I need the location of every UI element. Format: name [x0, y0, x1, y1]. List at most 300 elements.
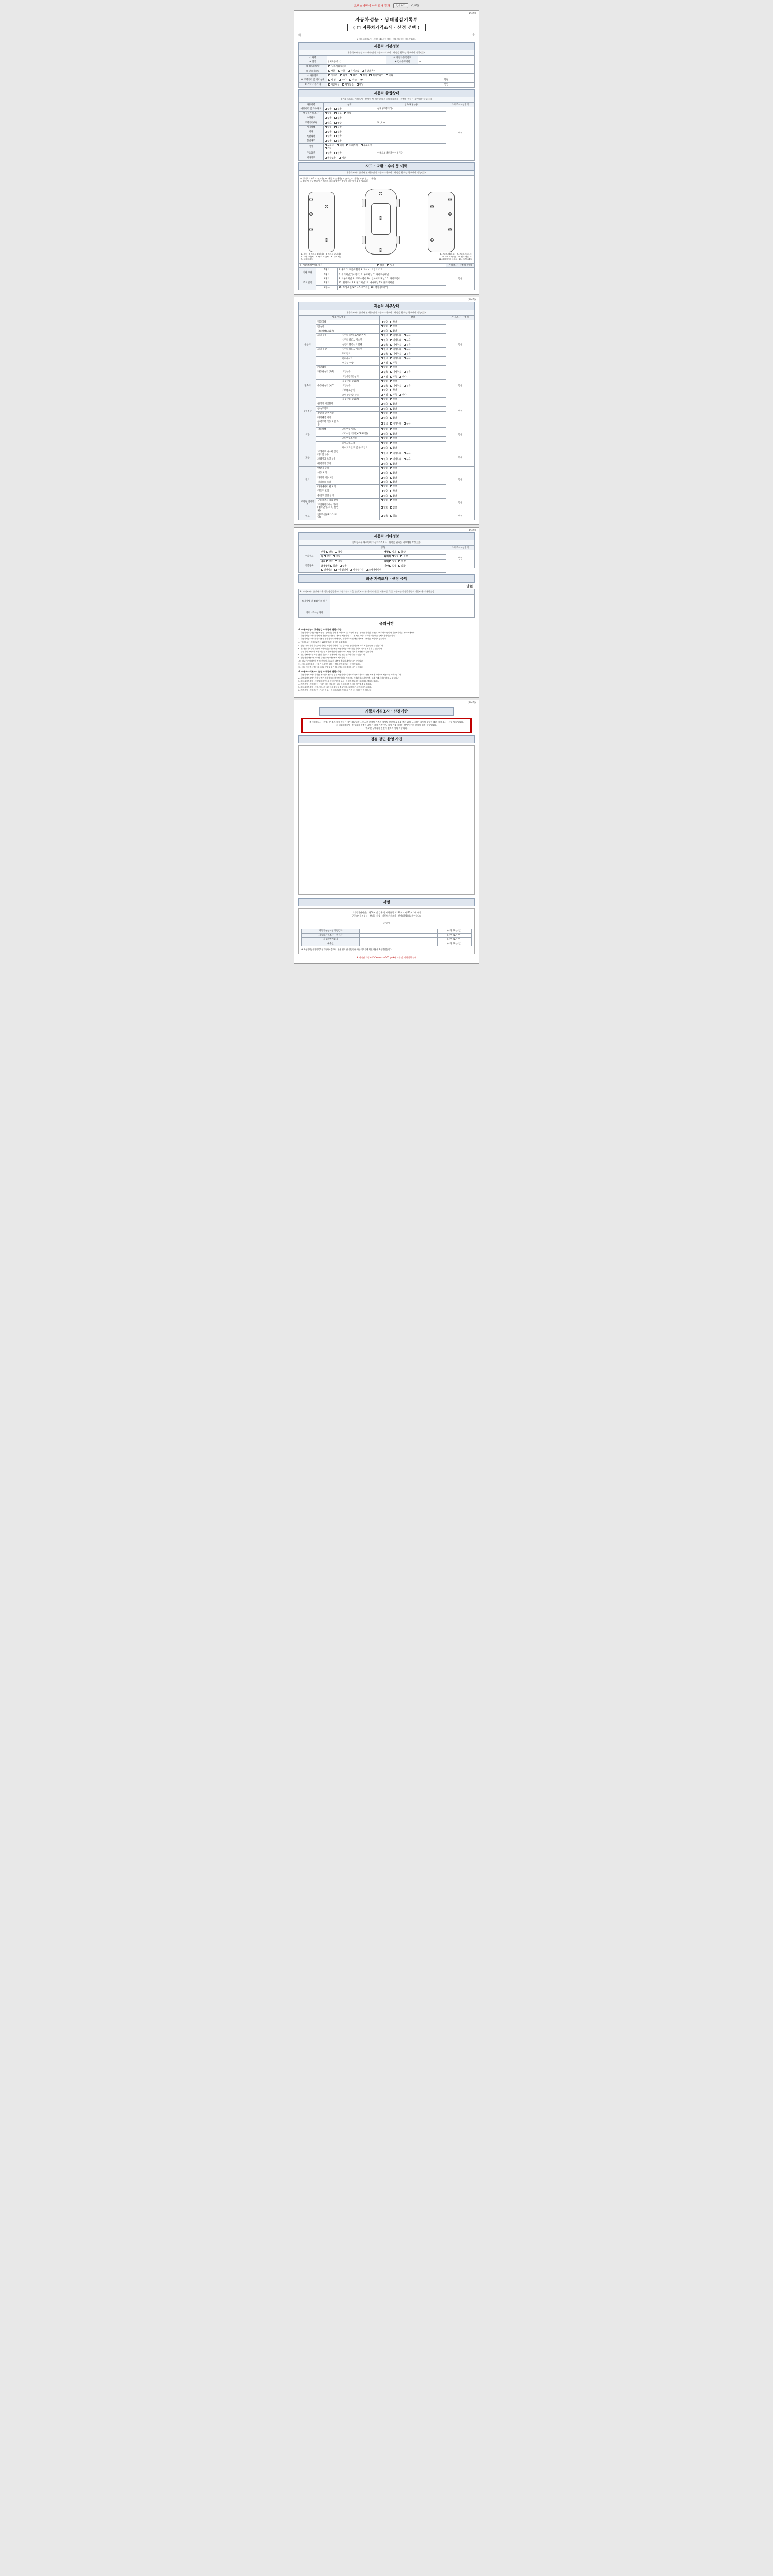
detail-opt-6-0-0[interactable]: 양호 — [381, 495, 388, 498]
detail-state-3-2[interactable] — [379, 432, 446, 437]
detail-opt-7-0-1[interactable]: 있음 — [390, 515, 397, 518]
etcinfo-b-opt-3-0[interactable]: 있음 — [389, 565, 396, 568]
etcinfo-price-cell[interactable]: 만원 — [446, 550, 475, 568]
sign-mark-1[interactable]: (서명 또는 인) — [438, 933, 472, 937]
opt-4-0[interactable]: 양호 — [325, 126, 332, 129]
detail-opt-2-3-1[interactable]: 불량 — [390, 417, 397, 420]
etcinfo-a-opt-2-0[interactable]: 양호 — [326, 560, 333, 563]
detail-price-5[interactable]: 만원 — [446, 466, 475, 494]
detail-opt-3-5-1[interactable]: 불량 — [390, 447, 397, 450]
checkbox-icon[interactable] — [381, 348, 383, 350]
detail-opt-7-0-0[interactable]: 없음 — [381, 515, 388, 518]
opt-2-0[interactable]: 없음 — [325, 117, 332, 120]
checkbox-icon[interactable] — [404, 458, 406, 460]
checkbox-icon[interactable] — [330, 565, 332, 567]
detail-opt-5-4-0[interactable]: 양호 — [381, 485, 388, 488]
opt-9-0[interactable]: 없음 — [325, 152, 332, 155]
detail-state-2-3[interactable] — [379, 416, 446, 420]
detail-opt-5-2-1[interactable]: 불량 — [390, 477, 397, 480]
opt-1-1[interactable]: 보통 — [334, 112, 342, 115]
frame-items-3[interactable]: 12. 휠하우스 13. 필러패널 14. 대쉬패널 15. 플로어패널 — [338, 281, 446, 285]
checkbox-icon[interactable] — [390, 506, 392, 509]
checkbox-icon[interactable] — [361, 144, 363, 146]
detail-state-3-1[interactable] — [379, 428, 446, 432]
overall-row-7-detail[interactable] — [376, 139, 446, 144]
checkbox-icon[interactable] — [381, 472, 383, 474]
checkbox-icon[interactable] — [399, 376, 401, 378]
detail-opt-2-1-0[interactable]: 양호 — [381, 408, 388, 411]
detail-state-2-2[interactable] — [379, 411, 446, 416]
etcinfo-a-3[interactable]: 보유상태 있음 없음 — [320, 564, 383, 568]
checkbox-icon[interactable] — [404, 452, 406, 454]
checkbox-icon[interactable] — [346, 144, 348, 146]
checkbox-icon[interactable] — [381, 376, 383, 378]
detail-opt-5-4-1[interactable]: 불량 — [390, 485, 397, 488]
opt-8-1[interactable]: 채색 — [337, 144, 344, 147]
checkbox-icon[interactable] — [390, 398, 392, 400]
checkbox-icon[interactable] — [334, 117, 337, 119]
etcinfo-a-2[interactable]: 유리 양호 불량 — [320, 559, 383, 564]
value-gearnum[interactable] — [327, 83, 418, 88]
checkbox-icon[interactable] — [390, 477, 392, 479]
opt-trans-3[interactable]: 무단변속기 — [362, 70, 375, 73]
doc-number-field[interactable] — [303, 33, 470, 37]
opt-etc-1[interactable]: 해당없음 — [342, 83, 354, 87]
opt-fuel-1[interactable]: 디젤 — [340, 74, 347, 77]
checkbox-icon[interactable] — [326, 551, 328, 553]
detail-opt-3-1-1[interactable]: 불량 — [390, 428, 397, 431]
checkbox-icon[interactable] — [381, 334, 383, 336]
marker-10[interactable]: 10 — [449, 212, 452, 215]
checkbox-icon[interactable] — [386, 74, 388, 76]
detail-opt-0-7-0[interactable]: 없음 — [381, 353, 388, 356]
overall-row-7-state[interactable] — [323, 139, 376, 144]
detail-opt-1-5-2[interactable]: 과다 — [399, 394, 406, 397]
detail-opt-5-3-0[interactable]: 양호 — [381, 481, 388, 484]
checkbox-icon[interactable] — [390, 412, 392, 414]
frame-items-1[interactable]: 5. 쿼터패널(리어휀더) 6. 루프패널 7. 사이드실패널 — [338, 273, 446, 277]
detail-opt-4-2-0[interactable]: 양호 — [381, 463, 388, 466]
detail-opt-1-1-2[interactable]: 과다 — [399, 376, 406, 379]
marker-12[interactable]: 12 — [431, 205, 434, 208]
etcinfo-a-opt-2-1[interactable]: 불량 — [335, 560, 342, 563]
checkbox-icon[interactable] — [381, 385, 383, 387]
checkbox-icon[interactable] — [381, 344, 383, 346]
checkbox-icon[interactable] — [334, 152, 337, 154]
checkbox-icon[interactable] — [325, 122, 327, 124]
checkbox-icon[interactable] — [390, 458, 392, 460]
checkbox-icon[interactable] — [390, 371, 392, 373]
frame-price-cell[interactable]: 만원 — [446, 268, 475, 290]
detail-opt-4-0-0[interactable]: 없음 — [381, 452, 388, 455]
detail-state-0-9[interactable] — [379, 361, 446, 366]
etcinfo-a-0[interactable]: 외장 양호 불량 — [320, 550, 383, 554]
detail-opt-6-1-0[interactable]: 양호 — [381, 499, 388, 502]
detail-opt-0-10-0[interactable]: 양호 — [381, 366, 388, 369]
opt-8-4[interactable]: 기타 — [325, 147, 332, 150]
checkbox-icon[interactable] — [404, 371, 406, 373]
checkbox-icon[interactable] — [381, 366, 383, 368]
overall-row-0-detail[interactable]: 현재 (주행거리) — [376, 107, 446, 112]
checkbox-icon[interactable] — [381, 490, 383, 492]
opt-10-0[interactable]: 해당없음 — [325, 157, 336, 160]
marker-8[interactable]: 8 — [379, 248, 382, 252]
opt-mileage-0[interactable]: 적 정 — [328, 79, 336, 82]
checkbox-icon[interactable] — [325, 126, 327, 128]
checkbox-icon[interactable] — [335, 551, 337, 553]
detail-opt-2-3-0[interactable]: 양호 — [381, 417, 388, 420]
sign-mark-0[interactable]: (서명 또는 인) — [438, 929, 472, 933]
opt-mileage-1[interactable]: 과 다 — [339, 79, 346, 82]
detail-opt-6-2-0[interactable]: 양호 — [381, 506, 388, 510]
sign-value-2[interactable] — [359, 938, 437, 942]
detail-state-3-5[interactable] — [379, 446, 446, 450]
checkbox-icon[interactable] — [404, 334, 406, 336]
detail-state-4-1[interactable] — [379, 457, 446, 462]
checkbox-icon[interactable] — [390, 389, 392, 391]
detail-opt-5-5-0[interactable]: 양호 — [381, 490, 388, 493]
detail-opt-1-4-1[interactable]: 불량 — [390, 389, 397, 392]
etcinfo-b-opt-0-0[interactable]: 양호 — [389, 551, 396, 554]
opt-trans-1[interactable]: 수동 — [338, 70, 345, 73]
etcinfo-b-0[interactable]: 내장 양호 불량 — [383, 550, 446, 554]
checkbox-icon[interactable] — [339, 157, 341, 159]
checkbox-icon[interactable] — [381, 394, 383, 396]
detail-opt-1-0-2[interactable]: 누유 — [404, 371, 411, 374]
detail-state-1-5[interactable] — [379, 393, 446, 398]
detail-opt-0-0-1[interactable]: 불량 — [390, 321, 397, 324]
checkbox-icon[interactable] — [340, 565, 342, 567]
overall-row-8-detail[interactable] — [376, 144, 446, 151]
checkbox-icon[interactable] — [381, 422, 383, 425]
checkbox-icon[interactable] — [334, 140, 337, 142]
overall-row-6-state[interactable] — [323, 134, 376, 139]
checkbox-icon[interactable] — [350, 569, 352, 571]
detail-opt-1-2-0[interactable]: 양호 — [381, 380, 388, 383]
opt-fuel-4[interactable]: 하이브리드 — [369, 74, 383, 77]
etcinfo-a-opt-1-1[interactable]: 불량 — [333, 555, 340, 558]
checkbox-icon[interactable] — [389, 565, 391, 567]
checkbox-icon[interactable] — [381, 499, 383, 501]
opt-10-1[interactable]: 해당 — [339, 157, 346, 160]
value-fuel[interactable] — [327, 74, 474, 78]
detail-opt-4-1-0[interactable]: 없음 — [381, 458, 388, 461]
checkbox-icon[interactable] — [334, 135, 337, 137]
checkbox-icon[interactable] — [390, 348, 392, 350]
value-trans[interactable] — [327, 69, 474, 74]
opt-fuel-3[interactable]: 전기 — [360, 74, 367, 77]
detail-state-2-0[interactable] — [379, 402, 446, 407]
checkbox-icon[interactable] — [381, 452, 383, 454]
checkbox-icon[interactable] — [366, 569, 368, 571]
detail-opt-4-0-1[interactable]: 미세누유 — [390, 452, 401, 455]
detail-opt-0-2-0[interactable]: 양호 — [381, 330, 388, 333]
opt-9-1[interactable]: 있음 — [334, 152, 342, 155]
checkbox-icon[interactable] — [404, 422, 406, 425]
detail-opt-6-1-1[interactable]: 불량 — [390, 499, 397, 502]
detail-opt-4-2-1[interactable]: 불량 — [390, 463, 397, 466]
checkbox-icon[interactable] — [404, 348, 406, 350]
detail-opt-0-8-2[interactable]: 누유 — [404, 357, 411, 360]
etcinfo-b-2[interactable]: 광택 양호 불량 — [383, 559, 446, 564]
detail-opt-1-0-1[interactable]: 미세누유 — [390, 371, 401, 374]
checkbox-icon[interactable] — [390, 428, 392, 430]
detail-state-0-1[interactable] — [379, 325, 446, 329]
checkbox-icon[interactable] — [381, 506, 383, 509]
checkbox-icon[interactable] — [381, 398, 383, 400]
special-notes-value[interactable] — [330, 595, 475, 608]
detail-opt-1-5-0[interactable]: 적정 — [381, 394, 388, 397]
checkbox-icon[interactable] — [390, 442, 392, 444]
checkbox-icon[interactable] — [390, 366, 392, 368]
opt-photo-1[interactable]: 있음 — [387, 264, 394, 267]
detail-state-5-1[interactable] — [379, 471, 446, 476]
detail-opt-0-5-2[interactable]: 누유 — [404, 344, 411, 347]
detail-price-0[interactable]: 만원 — [446, 320, 475, 370]
checkbox-icon[interactable] — [381, 458, 383, 460]
checkbox-icon[interactable] — [338, 70, 340, 72]
overall-row-5-detail[interactable] — [376, 130, 446, 134]
checkbox-icon[interactable] — [334, 569, 337, 571]
opt-fuel-5[interactable]: 기타 — [386, 74, 393, 77]
detail-opt-1-6-1[interactable]: 불량 — [390, 398, 397, 401]
sign-mark-3[interactable]: (서명 또는 인) — [438, 942, 472, 946]
checkbox-icon[interactable] — [325, 140, 327, 142]
checkbox-icon[interactable] — [360, 74, 362, 76]
value-validity[interactable]: ~ — [418, 60, 474, 64]
detail-state-3-4[interactable] — [379, 441, 446, 446]
etcinfo-sub-opt-0[interactable]: 안전벨트 — [321, 569, 332, 572]
marker-13[interactable]: 13 — [431, 238, 434, 241]
overall-row-5-state[interactable] — [323, 130, 376, 134]
checkbox-icon[interactable] — [325, 117, 327, 119]
detail-opt-1-2-1[interactable]: 불량 — [390, 380, 397, 383]
value-mileage[interactable] — [327, 78, 418, 83]
checkbox-icon[interactable] — [342, 83, 344, 86]
detail-price-6[interactable]: 만원 — [446, 494, 475, 513]
etcinfo-b-opt-1-0[interactable]: 양호 — [392, 555, 399, 558]
etcinfo-a-opt-0-0[interactable]: 양호 — [326, 551, 333, 554]
detail-opt-5-5-1[interactable]: 불량 — [390, 490, 397, 493]
checkbox-icon[interactable] — [381, 403, 383, 405]
checkbox-icon[interactable] — [381, 463, 383, 465]
detail-opt-6-2-1[interactable]: 불량 — [390, 506, 397, 510]
opt-5-1[interactable]: 있음 — [334, 131, 342, 134]
marker-7[interactable]: 7 — [379, 216, 382, 220]
checkbox-icon[interactable] — [381, 357, 383, 359]
checkbox-icon[interactable] — [340, 74, 342, 76]
checkbox-icon[interactable] — [404, 353, 406, 355]
value-year[interactable]: ( 최초등록 : ) — [327, 60, 386, 64]
detail-opt-3-1-0[interactable]: 양호 — [381, 428, 388, 431]
etcinfo-sub-opts[interactable] — [320, 568, 446, 573]
detail-opt-0-6-1[interactable]: 미세누유 — [390, 348, 401, 351]
etcinfo-a-1[interactable]: 휠 양호 불량 — [320, 554, 383, 559]
marker-6[interactable]: 6 — [379, 192, 382, 195]
etcinfo-b-opt-3-1[interactable]: 없음 — [398, 565, 406, 568]
detail-state-5-2[interactable] — [379, 476, 446, 480]
etcinfo-a-opt-1-0[interactable]: 양호 — [324, 555, 331, 558]
checkbox-icon[interactable] — [325, 152, 327, 154]
checkbox-icon[interactable] — [390, 467, 392, 469]
marker-5[interactable]: 5 — [325, 238, 328, 242]
opt-1-2[interactable]: 불량 — [344, 112, 351, 115]
opt-trans-2[interactable]: 세미오토 — [348, 70, 359, 73]
detail-opt-3-2-0[interactable]: 양호 — [381, 433, 388, 436]
checkbox-icon[interactable] — [398, 551, 400, 553]
surveyor-value[interactable] — [330, 608, 475, 618]
checkbox-icon[interactable] — [390, 417, 392, 419]
opt-2-1[interactable]: 있음 — [334, 117, 342, 120]
detail-opt-3-0-1[interactable]: 미세누유 — [390, 422, 401, 426]
detail-state-4-0[interactable] — [379, 450, 446, 457]
checkbox-icon[interactable] — [390, 452, 392, 454]
checkbox-icon[interactable] — [381, 428, 383, 430]
frame-items-4[interactable]: 16. 트렁크 플로어 17. 리어패널 18. 패키지트레이 — [338, 285, 446, 290]
marker-2[interactable]: 2 — [309, 212, 313, 216]
detail-opt-0-5-0[interactable]: 없음 — [381, 344, 388, 347]
overall-row-4-detail[interactable] — [376, 125, 446, 130]
checkbox-icon[interactable] — [404, 357, 406, 359]
checkbox-icon[interactable] — [387, 264, 389, 266]
checkbox-icon[interactable] — [381, 330, 383, 332]
overall-row-4-state[interactable] — [323, 125, 376, 130]
checkbox-icon[interactable] — [381, 477, 383, 479]
etcinfo-b-opt-1-1[interactable]: 불량 — [400, 555, 408, 558]
detail-state-1-6[interactable] — [379, 398, 446, 402]
checkbox-icon[interactable] — [381, 380, 383, 382]
detail-state-1-4[interactable] — [379, 388, 446, 393]
checkbox-icon[interactable] — [389, 551, 391, 553]
opt-trans-0[interactable]: 자동 — [328, 70, 335, 73]
opt-fuel-2[interactable]: LPG — [350, 74, 357, 77]
etcinfo-a-opt-0-1[interactable]: 불량 — [335, 551, 342, 554]
value-regnumber[interactable] — [418, 56, 474, 60]
checkbox-icon[interactable] — [381, 437, 383, 439]
opt-8-2[interactable]: 전체도색 — [346, 144, 358, 147]
detail-state-5-5[interactable] — [379, 489, 446, 494]
detail-opt-1-3-1[interactable]: 미세누유 — [390, 385, 401, 388]
checkbox-icon[interactable] — [357, 83, 359, 86]
etcinfo-b-opt-0-1[interactable]: 불량 — [398, 551, 406, 554]
checkbox-icon[interactable] — [390, 325, 392, 327]
checkbox-icon[interactable] — [325, 108, 327, 110]
checkbox-icon[interactable] — [328, 79, 330, 81]
overall-row-2-detail[interactable] — [376, 116, 446, 121]
detail-state-1-3[interactable] — [379, 384, 446, 388]
photo-area[interactable] — [298, 745, 475, 895]
detail-state-1-2[interactable] — [379, 379, 446, 384]
opt-6-0[interactable]: 없음 — [325, 135, 332, 138]
detail-state-1-1[interactable] — [379, 375, 446, 379]
print-button[interactable]: 인쇄하기 — [393, 3, 408, 8]
checkbox-icon[interactable] — [390, 490, 392, 492]
detail-state-0-2[interactable] — [379, 329, 446, 334]
overall-row-0-state[interactable] — [323, 107, 376, 112]
checkbox-icon[interactable] — [344, 112, 346, 114]
detail-state-0-5[interactable] — [379, 343, 446, 347]
checkbox-icon[interactable] — [325, 144, 327, 146]
detail-state-3-0[interactable] — [379, 420, 446, 428]
checkbox-icon[interactable] — [381, 417, 383, 419]
value-mileage-price[interactable]: 만원 — [418, 78, 474, 83]
etcinfo-b-1[interactable]: 타이어 양호 불량 — [383, 554, 446, 559]
detail-state-0-10[interactable] — [379, 366, 446, 370]
checkbox-icon[interactable] — [389, 560, 391, 562]
detail-opt-0-9-1[interactable]: 부족 — [390, 362, 397, 365]
detail-state-0-6[interactable] — [379, 347, 446, 352]
detail-opt-1-3-0[interactable]: 없음 — [381, 385, 388, 388]
detail-opt-5-0-1[interactable]: 불량 — [390, 467, 397, 470]
detail-state-0-0[interactable] — [379, 320, 446, 325]
detail-opt-1-6-0[interactable]: 양호 — [381, 398, 388, 401]
detail-state-1-0[interactable] — [379, 370, 446, 375]
frame-items-2[interactable]: 8. 프론트패널 9. 크로스멤버 10. 인사이드 패널 11. 사이드멤버 — [338, 277, 446, 281]
detail-opt-0-0-0[interactable]: 양호 — [381, 321, 388, 324]
overall-row-1-detail[interactable] — [376, 112, 446, 116]
checkbox-icon[interactable] — [404, 344, 406, 346]
etcinfo-sub-opt-2[interactable]: 안전삼각대 — [350, 569, 363, 572]
detail-opt-5-1-0[interactable]: 양호 — [381, 472, 388, 475]
checkbox-icon[interactable] — [377, 264, 379, 266]
opt-7-1[interactable]: 있음 — [334, 140, 342, 143]
detail-price-3[interactable]: 만원 — [446, 420, 475, 450]
detail-state-2-1[interactable] — [379, 406, 446, 411]
opt-1-0[interactable]: 양호 — [325, 112, 332, 115]
overall-row-9-detail[interactable]: 선루프 / 내비게이션 / 기타 — [376, 151, 446, 156]
detail-opt-0-9-0[interactable]: 적정 — [381, 362, 388, 365]
sign-value-3[interactable] — [359, 942, 437, 946]
detail-opt-3-0-0[interactable]: 없음 — [381, 422, 388, 426]
detail-opt-0-10-1[interactable]: 불량 — [390, 366, 397, 369]
overall-row-9-state[interactable] — [323, 151, 376, 156]
checkbox-icon[interactable] — [325, 157, 327, 159]
sign-value-1[interactable] — [359, 933, 437, 937]
detail-opt-0-2-1[interactable]: 불량 — [390, 330, 397, 333]
detail-opt-5-3-1[interactable]: 불량 — [390, 481, 397, 484]
overall-row-2-state[interactable] — [323, 116, 376, 121]
checkbox-icon[interactable] — [404, 385, 406, 387]
checkbox-icon[interactable] — [381, 339, 383, 341]
opt-0-1[interactable]: 있음 — [334, 108, 342, 111]
checkbox-icon[interactable] — [390, 433, 392, 435]
checkbox-icon[interactable] — [381, 495, 383, 497]
detail-state-4-2[interactable] — [379, 462, 446, 467]
detail-state-7-0[interactable] — [379, 513, 446, 520]
opt-firstreg-a[interactable]: ○ 검사유효기간 — [328, 65, 347, 69]
detail-opt-0-8-0[interactable]: 없음 — [381, 357, 388, 360]
detail-state-6-1[interactable] — [379, 498, 446, 503]
opt-3-0[interactable]: 양호 — [325, 122, 332, 125]
detail-state-3-3[interactable] — [379, 436, 446, 441]
detail-opt-3-4-0[interactable]: 양호 — [381, 442, 388, 445]
detail-opt-2-0-0[interactable]: 양호 — [381, 403, 388, 406]
checkbox-icon[interactable] — [390, 472, 392, 474]
detail-opt-6-0-1[interactable]: 불량 — [390, 495, 397, 498]
detail-opt-3-2-1[interactable]: 불량 — [390, 433, 397, 436]
marker-4[interactable]: 4 — [325, 205, 328, 208]
opt-photo-0[interactable]: 없음 — [377, 264, 384, 267]
accident-bottom-opts[interactable] — [376, 263, 446, 268]
checkbox-icon[interactable] — [335, 560, 337, 562]
detail-opt-0-4-1[interactable]: 미세누유 — [390, 339, 401, 342]
checkbox-icon[interactable] — [390, 499, 392, 501]
opt-etc-0[interactable]: 리콜대응 — [328, 83, 340, 87]
opt-fuel-0[interactable]: 가솔린 — [328, 74, 338, 77]
detail-state-6-0[interactable] — [379, 494, 446, 499]
checkbox-icon[interactable] — [328, 74, 330, 76]
checkbox-icon[interactable] — [381, 389, 383, 391]
